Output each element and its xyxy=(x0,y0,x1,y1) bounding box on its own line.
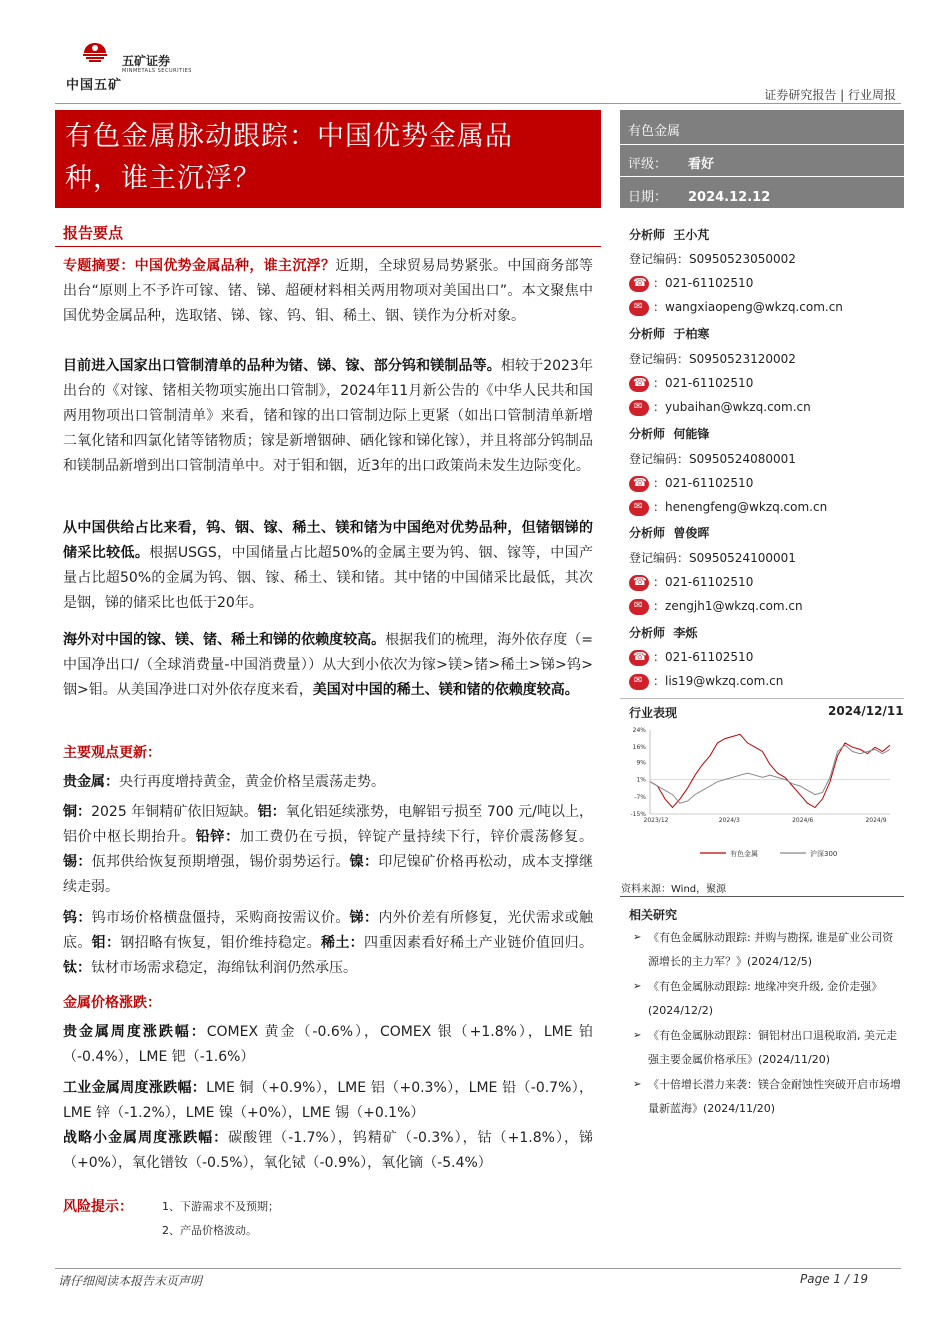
header-divider xyxy=(55,103,901,104)
related-report-link[interactable]: ➢ 《有色金属脉动跟踪: 地缘冲突升级, 金价走强》(2024/12/2) xyxy=(633,975,901,1023)
rating-label: 评级： xyxy=(628,157,668,172)
related-report-link[interactable]: ➢ 《十倍增长潜力来袭：镁合金耐蚀性突破开启市场增量新蓝海》(2024/11/20) xyxy=(633,1073,901,1121)
related-report-link[interactable]: ➢ 《有色金属脉动跟踪：铜铝材出口退税取消, 美元走强主要金属价格承压》(2024/11/20) xyxy=(633,1024,901,1072)
export-control-lead: 目前进入国家出口管制清单的品种为锗、锑、镓、部分钨和镁制品等。 xyxy=(63,358,501,374)
analyst-tel-row: ☎：021-61102510 xyxy=(629,274,753,292)
analyst-tel: 021-61102510 xyxy=(665,575,754,589)
analyst-reg-row xyxy=(629,250,796,267)
paragraph-export-control xyxy=(63,354,593,479)
analyst-tel-row: ☎：021-61102510 xyxy=(629,374,753,392)
series-line-nonferrous xyxy=(650,734,890,807)
logo-company-name: 五矿证券 xyxy=(122,54,171,68)
related-report-link[interactable]: ➢ 《有色金属脉动跟踪: 并购与勘探, 谁是矿业公司资源增长的主力军？》(2024/12/5) xyxy=(633,926,901,974)
re-lead: 稀土： xyxy=(321,935,365,951)
analyst-title-row xyxy=(629,226,709,243)
related-divider xyxy=(620,896,904,897)
analyst-tel: 021-61102510 xyxy=(665,476,754,490)
phone-icon xyxy=(629,650,649,666)
x-tick-label: 2024/6 xyxy=(792,817,814,824)
reg-code: S0950524080001 xyxy=(689,452,796,466)
tin-lead: 锡： xyxy=(63,854,92,870)
analyst-title-row xyxy=(629,524,709,541)
rating-row xyxy=(628,153,714,172)
paragraph-minor-metals xyxy=(63,906,593,981)
summary-heading: 报告要点 xyxy=(63,224,124,242)
analyst-tel: 021-61102510 xyxy=(665,376,754,390)
pbzn-lead: 铅锌： xyxy=(195,829,240,845)
risk-item: 2、产品价格波动。 xyxy=(162,1224,257,1237)
page-number: Page 1 / 19 xyxy=(800,1272,868,1286)
analyst-name: 王小芃 xyxy=(673,228,710,242)
precious-lead: 贵金属： xyxy=(63,774,119,790)
analyst-name: 何能锋 xyxy=(673,427,710,441)
mail-icon xyxy=(629,500,649,516)
copper-body: 2025 年铜精矿依旧短缺。 xyxy=(91,804,258,820)
pbzn-body: 加工费仍在亏损，锌锭产量持续下行，锌价震荡修复。 xyxy=(239,829,594,845)
y-tick-label: -7% xyxy=(634,793,646,801)
price-heading: 金属价格涨跌： xyxy=(63,995,161,1011)
summary-heading-rule xyxy=(55,246,601,247)
chart-title: 行业表现 xyxy=(629,706,678,720)
analyst-email[interactable]: yubaihan@wkzq.com.cn xyxy=(665,400,811,414)
paragraph-minor-price xyxy=(63,1126,593,1176)
reg-code: S0950523120002 xyxy=(689,352,796,366)
reg-label: 登记编码： xyxy=(629,551,690,565)
analyst-tel-row: ☎：021-61102510 xyxy=(629,474,753,492)
analyst-email-row: ✉：wangxiaopeng@wkzq.com.cn xyxy=(629,298,843,316)
analyst-title-row xyxy=(629,624,697,641)
alu-body: 氧化铝延续涨势，电解铝亏损至 700 元/吨以上，铝价中枢长期抬升。 xyxy=(63,804,593,845)
precious-price-body: COMEX 黄金（-0.6%），COMEX 银（+1.8%），LME 铂（-0.4%），LME 钯（-1.6%） xyxy=(63,1024,593,1065)
paragraph-base-price xyxy=(63,1076,593,1126)
mo-lead: 钼： xyxy=(91,935,121,951)
logo-company-en: MINMETALS SECURITIES xyxy=(122,68,192,74)
chart-source: 资料来源：Wind，聚源 xyxy=(621,884,727,895)
analyst-email-row: ✉：yubaihan@wkzq.com.cn xyxy=(629,398,811,416)
reg-label: 登记编码： xyxy=(629,352,690,366)
dependency-body: 根据我们的梳理，海外依存度（=中国净出口/（全球消费量-中国消费量））从大到小依次为镓>镁>锗>稀土>锑>钨>铟>钼。从美国净进口对外依存度来看， xyxy=(63,632,594,698)
analyst-title-row xyxy=(629,325,709,342)
y-tick-label: 16% xyxy=(632,744,646,752)
analyst-title: 分析师 xyxy=(629,626,666,640)
minor-price-body: 碳酸锂（-1.7%），钨精矿（-0.3%），钴（+1.8%），锑（+0%），氧化镨钕（-0.5%），氧化铽（-0.9%），氧化镝（-5.4%） xyxy=(63,1130,593,1171)
logo-group-name: 中国五矿 xyxy=(66,78,123,93)
paragraph-precious xyxy=(63,770,593,795)
mail-icon xyxy=(629,400,649,416)
paragraph-precious-price xyxy=(63,1020,593,1070)
mo-body: 钢招略有恢复，钼价维持稳定。 xyxy=(120,935,322,951)
ti-body: 钛材市场需求稳定，海绵钛利润仍然承压。 xyxy=(91,960,357,976)
phone-icon xyxy=(629,276,649,292)
y-tick-label: 9% xyxy=(636,759,646,767)
copper-lead: 铜： xyxy=(63,804,92,820)
dependency-tail: 美国对中国的稀土、镁和锗的依赖度较高。 xyxy=(312,682,579,698)
risk-item: 1、下游需求不及预期； xyxy=(162,1200,279,1213)
risk-heading: 风险提示： xyxy=(63,1199,133,1215)
update-heading: 主要观点更新： xyxy=(63,745,161,761)
x-tick-label: 2024/3 xyxy=(718,817,740,824)
analyst-tel: 021-61102510 xyxy=(665,276,754,290)
info-divider xyxy=(620,144,904,145)
ni-body: 印尼镍矿价格再松动，成本支撑继续走弱。 xyxy=(63,854,594,895)
supply-share-body: 根据USGS，中国储量占比超50%的金属主要为钨、铟、镓等，中国产量占比超50%的金属为钨、铟、镓、稀土、镁和锗。其中锗的中国储采比最低，其次是铟，锑的储采比也低于20年。 xyxy=(63,545,593,611)
analyst-title: 分析师 xyxy=(629,228,666,242)
mail-icon xyxy=(629,300,649,316)
analyst-email[interactable]: wangxiaopeng@wkzq.com.cn xyxy=(665,300,843,314)
tin-body: 佤邦供给恢复预期增强，锡价弱势运行。 xyxy=(91,854,350,870)
report-title-block xyxy=(55,110,601,208)
x-tick-label: 2023/12 xyxy=(643,817,669,824)
related-heading: 相关研究 xyxy=(629,908,678,922)
base-price-lead: 工业金属周度涨跌幅： xyxy=(63,1080,207,1096)
date-label: 日期： xyxy=(628,190,668,205)
topic-lead: 专题摘要：中国优势金属品种，谁主沉浮？ xyxy=(63,258,336,274)
date-value: 2024.12.12 xyxy=(688,190,771,205)
x-tick-label: 2024/9 xyxy=(865,817,887,824)
precious-body: 央行再度增持黄金，黄金价格呈震荡走势。 xyxy=(119,774,385,790)
analyst-name: 李烁 xyxy=(673,626,698,640)
rating-info-box xyxy=(620,110,904,208)
analyst-email-row: ✉：zengjh1@wkzq.com.cn xyxy=(629,597,803,615)
mail-icon xyxy=(629,599,649,615)
analyst-reg-row xyxy=(629,549,796,566)
w-lead: 钨： xyxy=(63,910,92,926)
footer-divider xyxy=(55,1268,901,1269)
paragraph-supply-share xyxy=(63,516,593,616)
legend-label: 有色金属 xyxy=(730,850,758,858)
legend-label: 沪深300 xyxy=(810,850,838,858)
analyst-name: 于柏寒 xyxy=(673,327,710,341)
y-tick-label: 24% xyxy=(632,727,646,734)
analyst-email-row: ✉：lis19@wkzq.com.cn xyxy=(629,672,783,690)
analyst-reg-row xyxy=(629,450,796,467)
analyst-tel: 021-61102510 xyxy=(665,650,754,664)
w-body: 钨市场价格横盘僵持，采购商按需议价。 xyxy=(91,910,350,926)
chart-date: 2024/12/11 xyxy=(828,704,904,718)
ni-lead: 镍： xyxy=(349,854,379,870)
base-price-body: LME 铜（+0.9%），LME 铝（+0.3%），LME 铅（-0.7%），LME 锌（-1.2%），LME 镍（+0%），LME 锡（+0.1%） xyxy=(63,1080,593,1121)
date-row xyxy=(628,186,770,205)
report-title-line-1: 有色金属脉动跟踪：中国优势金属品 xyxy=(65,121,513,152)
report-type: 证券研究报告 | 行业周报 xyxy=(764,88,896,102)
analyst-email[interactable]: henengfeng@wkzq.com.cn xyxy=(665,500,828,514)
analyst-title: 分析师 xyxy=(629,427,666,441)
precious-price-lead: 贵金属周度涨跌幅： xyxy=(63,1024,207,1040)
paragraph-dependency xyxy=(63,628,593,703)
sb-body: 内外价差有所修复，光伏需求或触底。 xyxy=(63,910,594,951)
analyst-reg-row xyxy=(629,350,796,367)
y-tick-label: -15% xyxy=(630,811,646,818)
alu-lead: 铝： xyxy=(257,804,286,820)
rating-value: 看好 xyxy=(688,157,715,172)
supply-share-lead: 从中国供给占比来看，钨、铟、镓、稀土、镁和锗为中国绝对优势品种，但锗铟锑的储采比较低。 xyxy=(63,520,593,561)
analyst-tel-row: ☎：021-61102510 xyxy=(629,573,753,591)
analyst-name: 曾俊晖 xyxy=(673,526,710,540)
analyst-title: 分析师 xyxy=(629,327,666,341)
phone-icon xyxy=(629,376,649,392)
performance-chart xyxy=(620,722,904,872)
re-body: 四重因素看好稀土产业链价值回归。 xyxy=(364,935,594,951)
minor-price-lead: 战略小金属周度涨跌幅： xyxy=(63,1130,229,1146)
topic-body: 近期，全球贸易局势紧张。中国商务部等出台“原则上不予许可镓、锗、锑、超硬材料相关两用物项对美国出口”。本文聚焦中国优势金属品种，选取锗、锑、镓、钨、钼、稀土、铟、镁作为分析对象。 xyxy=(63,258,594,324)
footer-disclaimer: 请仔细阅读本报告末页声明 xyxy=(58,1274,203,1288)
industry-name: 有色金属 xyxy=(628,124,681,139)
phone-icon xyxy=(629,476,649,492)
series-line-csi300 xyxy=(650,745,890,803)
sb-lead: 锑： xyxy=(349,910,379,926)
analyst-email[interactable]: zengjh1@wkzq.com.cn xyxy=(665,599,803,613)
report-title-line-2: 种，谁主沉浮？ xyxy=(65,163,261,194)
phone-icon xyxy=(629,575,649,591)
analyst-email[interactable]: lis19@wkzq.com.cn xyxy=(665,674,784,688)
logo-emblem-icon xyxy=(80,42,110,66)
export-control-body: 相较于2023年出台的《对镓、锗相关物项实施出口管制》，2024年11月新公告的《中华人民共和国两用物项出口管制清单》来看，锗和镓的出口管制边际上更紧（如出口管制清单新增二氧化锗和四氯化锗等锗物质；镓是新增铟砷、硒化镓和锑化镓），并且将部分钨制品和镁制品新增到出口管制清单中。对于钼和铟，近3年的出口政策尚未发生边际变化。 xyxy=(63,358,593,474)
paragraph-base-metals xyxy=(63,800,593,900)
reg-label: 登记编码： xyxy=(629,252,690,266)
paragraph-topic xyxy=(63,254,593,329)
mail-icon xyxy=(629,674,649,690)
dependency-lead: 海外对中国的镓、镁、锗、稀土和锑的依赖度较高。 xyxy=(63,632,386,648)
reg-code: S0950524100001 xyxy=(689,551,796,565)
reg-code: S0950523050002 xyxy=(689,252,796,266)
ti-lead: 钛： xyxy=(63,960,91,976)
analyst-title: 分析师 xyxy=(629,526,666,540)
analyst-tel-row: ☎：021-61102510 xyxy=(629,648,753,666)
analyst-email-row: ✉：henengfeng@wkzq.com.cn xyxy=(629,498,827,516)
y-tick-label: 1% xyxy=(636,776,646,784)
reg-label: 登记编码： xyxy=(629,452,690,466)
info-divider xyxy=(620,176,904,177)
analyst-title-row xyxy=(629,425,709,442)
